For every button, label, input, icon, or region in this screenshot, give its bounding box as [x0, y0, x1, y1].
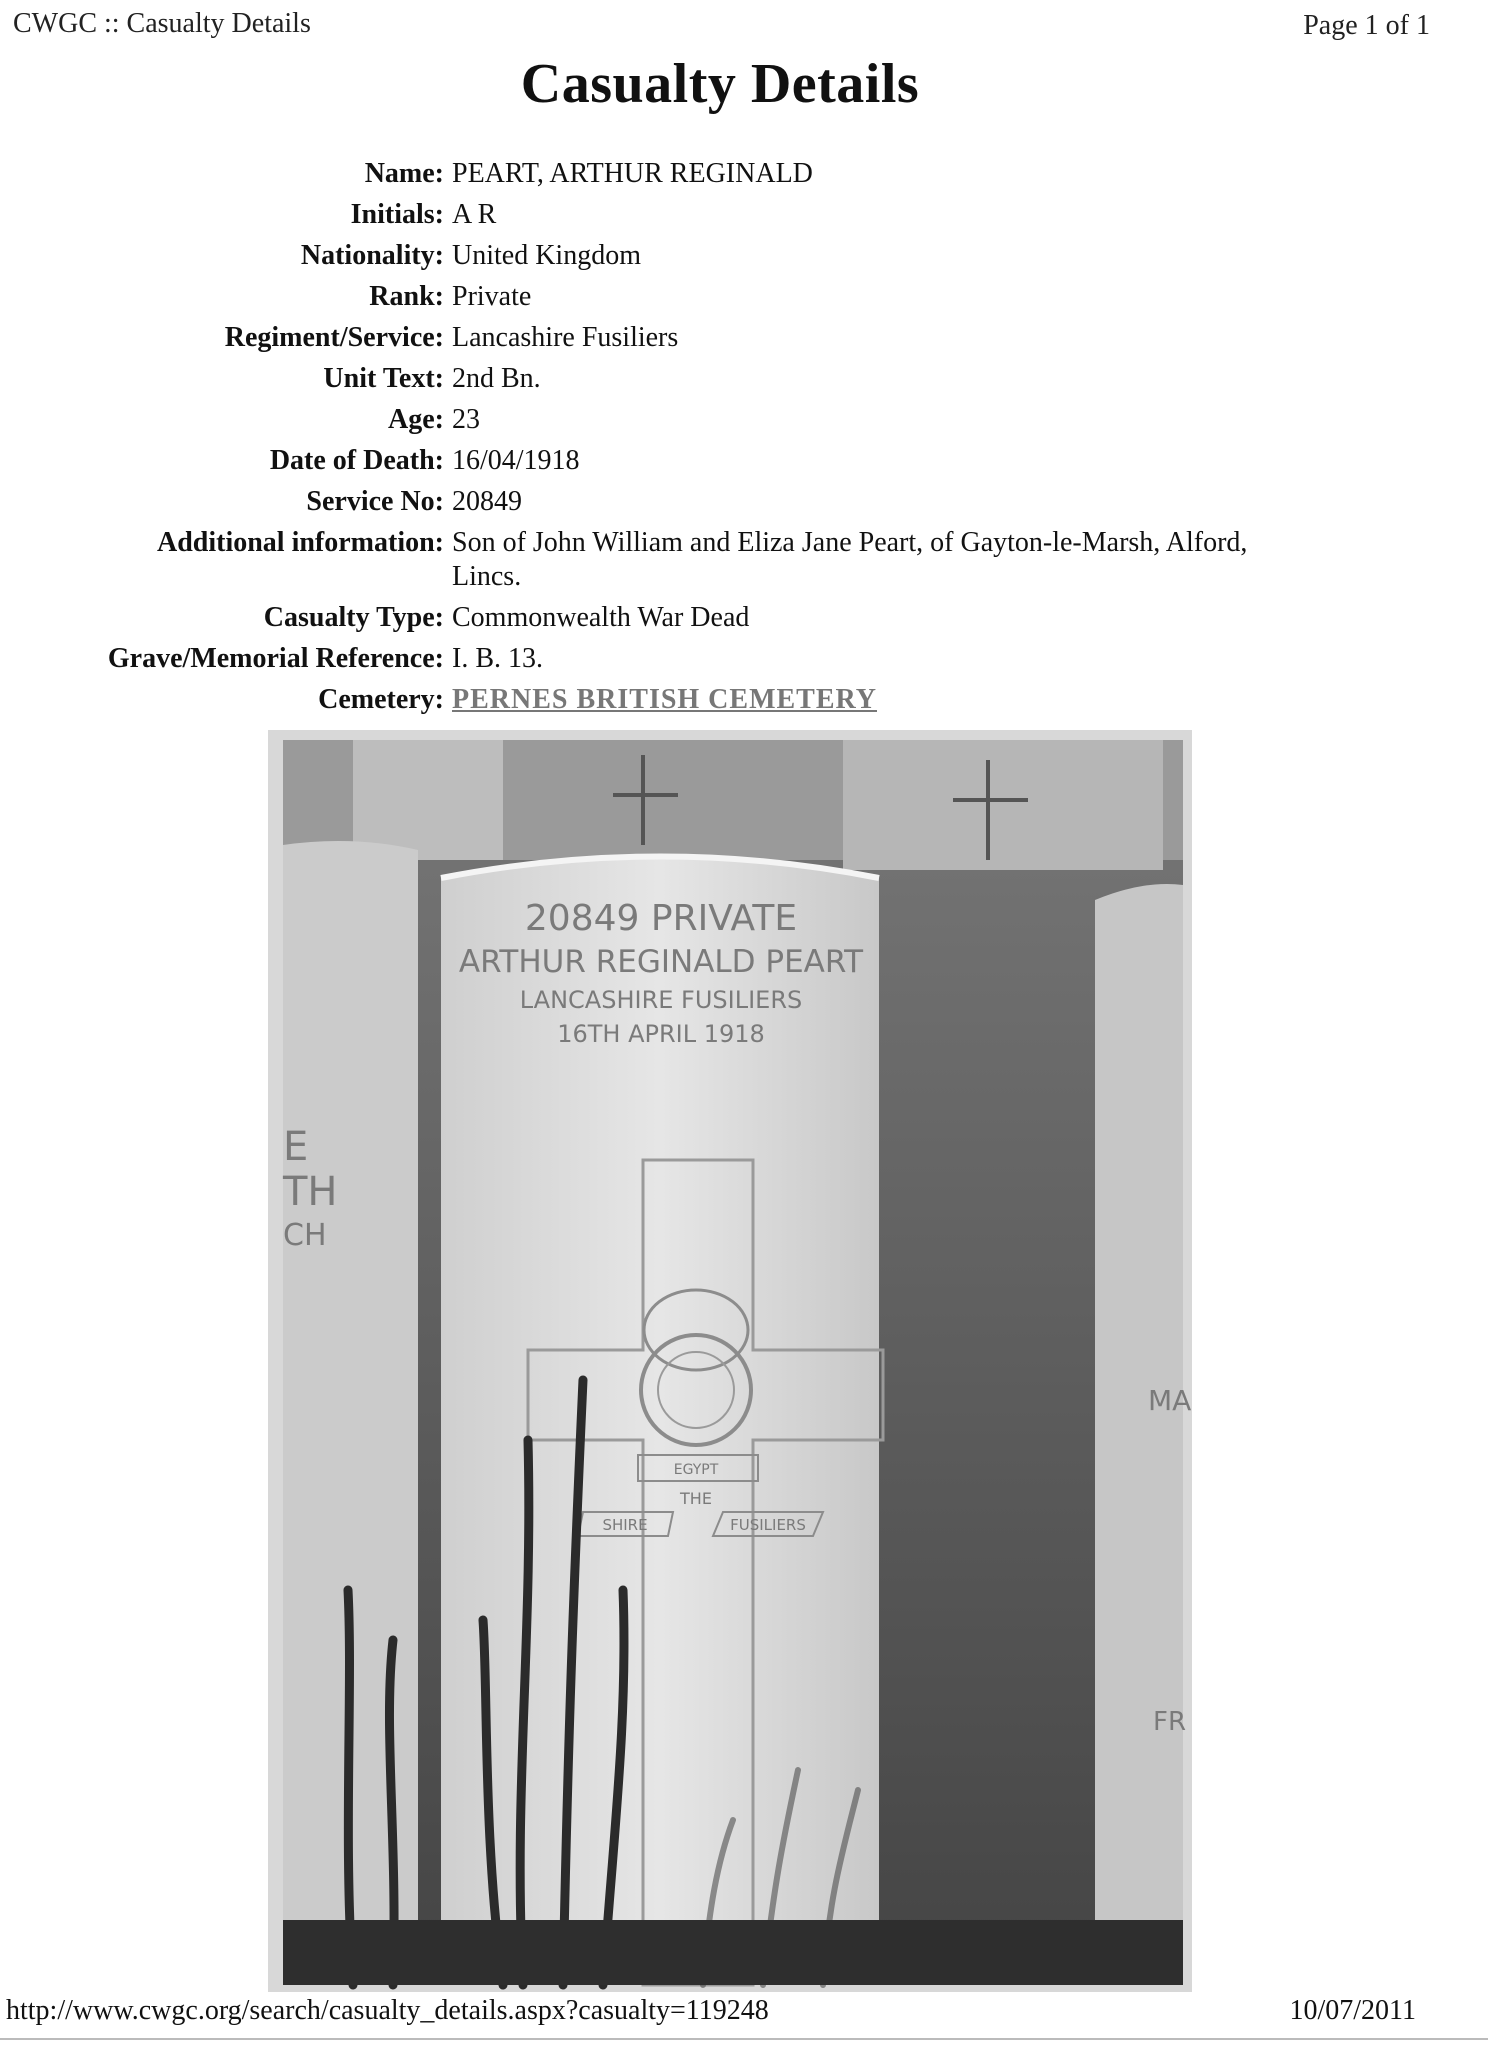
headstone-line-3: LANCASHIRE FUSILIERS	[519, 986, 803, 1014]
headstone-photo	[283, 740, 1192, 1985]
field-value: PEART, ARTHUR REGINALD	[452, 158, 813, 189]
field-label: Initials:	[350, 199, 444, 230]
left-stone-letters-3: CH	[283, 1218, 327, 1253]
field-casualty-type	[0, 601, 1488, 635]
left-stone-letters-1: E	[283, 1124, 309, 1170]
field-label: Additional information:	[156, 527, 444, 558]
right-stone-letters-1: MA	[1148, 1384, 1192, 1417]
print-date: 10/07/2011	[1289, 1995, 1416, 2026]
casualty-details-list	[0, 157, 1488, 724]
field-service-no	[0, 485, 1488, 519]
field-unit-text	[0, 362, 1488, 396]
headstone-line-2: ARTHUR REGINALD PEART	[458, 944, 864, 980]
field-value: Private	[452, 281, 532, 312]
field-label: Regiment/Service:	[224, 322, 444, 353]
field-label: Name:	[364, 158, 444, 189]
field-label: Casualty Type:	[263, 602, 444, 633]
badge-ribbon-right-text: FUSILIERS	[730, 1516, 806, 1534]
field-value: Commonwealth War Dead	[452, 602, 750, 633]
field-value: 16/04/1918	[452, 445, 580, 476]
field-value: Son of John William and Eliza Jane Peart, of Gayton-le-Marsh, Alford, Lincs.	[452, 527, 1248, 592]
right-stone-letters-2: FR	[1153, 1707, 1187, 1737]
page-number: Page 1 of 1	[1303, 10, 1430, 41]
badge-ribbon-left-text: SHIRE	[602, 1516, 648, 1534]
cemetery-link[interactable]: PERNES BRITISH CEMETERY	[452, 684, 877, 715]
document-title: CWGC :: Casualty Details	[13, 8, 311, 39]
source-url: http://www.cwgc.org/search/casualty_details.aspx?casualty=119248	[6, 1995, 769, 2026]
page-title: Casualty Details	[520, 53, 920, 115]
field-name	[0, 157, 1488, 191]
field-age	[0, 403, 1488, 437]
headstone-line-4: 16TH APRIL 1918	[557, 1020, 765, 1048]
field-label: Grave/Memorial Reference:	[107, 643, 444, 674]
field-label: Age:	[388, 404, 444, 435]
field-label: Service No:	[306, 486, 444, 517]
headstone-line-1: 20849 PRIVATE	[524, 898, 798, 939]
field-regiment	[0, 321, 1488, 355]
bottom-divider	[0, 2038, 1488, 2040]
field-label: Date of Death:	[269, 445, 444, 476]
field-nationality	[0, 239, 1488, 273]
badge-scroll-text: THE	[680, 1489, 712, 1508]
field-rank	[0, 280, 1488, 314]
field-value: Lancashire Fusiliers	[452, 322, 679, 353]
field-value: 20849	[452, 486, 522, 517]
field-grave-reference	[0, 642, 1488, 676]
field-cemetery	[0, 683, 1488, 717]
badge-tablet-text: EGYPT	[673, 1462, 719, 1478]
field-value: 23	[452, 404, 480, 435]
field-value: A R	[452, 199, 497, 230]
field-label: Unit Text:	[323, 363, 444, 394]
field-initials	[0, 198, 1488, 232]
field-value: 2nd Bn.	[452, 363, 541, 394]
field-label: Rank:	[369, 281, 444, 312]
left-stone-letters-2: TH	[283, 1169, 338, 1215]
field-additional-information	[0, 526, 1488, 594]
field-value: United Kingdom	[452, 240, 641, 271]
field-label: Nationality:	[300, 240, 444, 271]
field-label: Cemetery:	[318, 684, 444, 715]
field-value: I. B. 13.	[452, 643, 543, 674]
field-date-of-death	[0, 444, 1488, 478]
